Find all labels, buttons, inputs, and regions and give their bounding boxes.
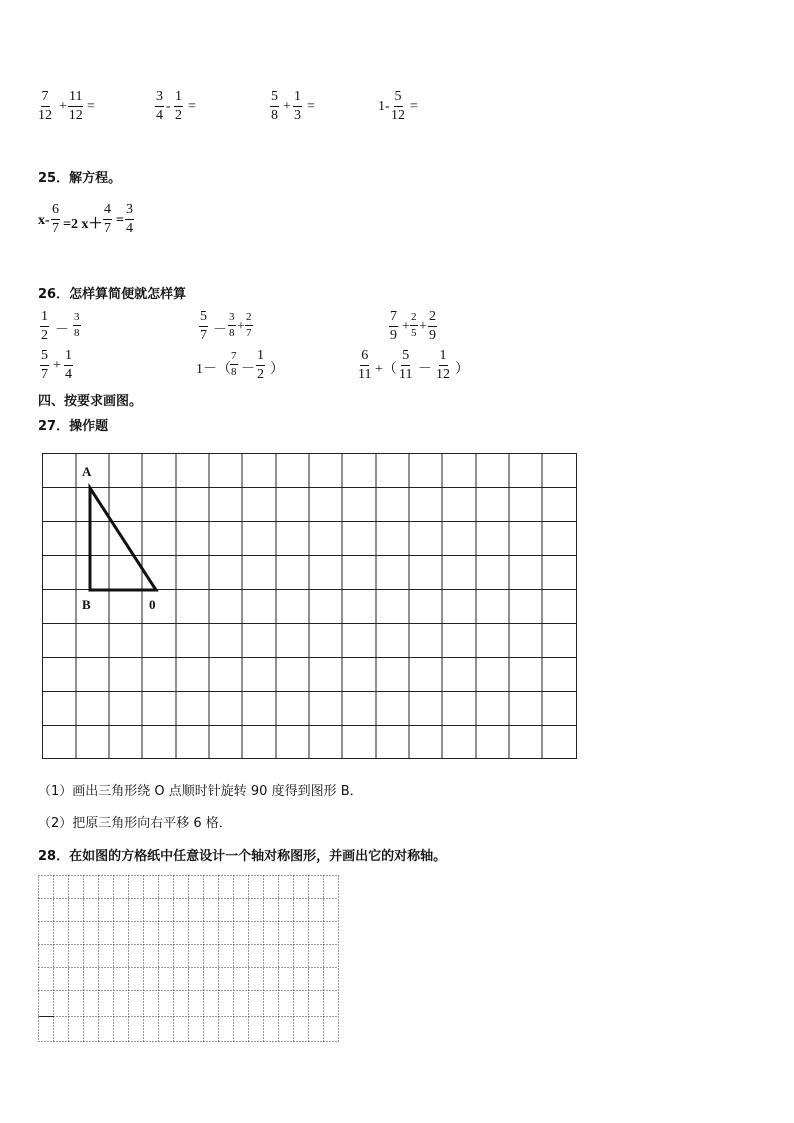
question-27-title: 27．操作题 <box>38 419 109 434</box>
fraction: $\frac{3}{8}$ <box>229 311 235 339</box>
fraction: $\frac{1}{4}$ <box>65 348 72 382</box>
fraction: $\frac{5}{7}$ <box>200 309 207 343</box>
task-1-text: （1）画出三角形绕 O 点顺时针旋转 90 度得到图形 B． <box>38 784 363 799</box>
fraction: $\frac{7}{8}$ <box>231 350 237 378</box>
fraction: $\frac{5}{11}$ <box>399 348 413 382</box>
fraction: $\frac{2}{5}$ <box>411 311 417 339</box>
question-25-title: 25．解方程。 <box>38 171 122 186</box>
fraction: $\frac{2}{9}$ <box>429 309 436 343</box>
point-label-o: 0 <box>149 597 156 612</box>
grid-lines <box>43 454 577 759</box>
fraction: $\frac{6}{11}$ <box>358 348 372 382</box>
fraction: $\frac{1}{2}$ <box>257 348 264 382</box>
fraction: $\frac{5}{7}$ <box>41 348 48 382</box>
grid-figure <box>40 450 580 762</box>
fraction: $\frac{4}{7}$ <box>104 202 111 236</box>
task-2-text: （2）把原三角形向右平移 6 格． <box>38 816 232 831</box>
question-28-title: 28．在如图的方格纸中任意设计一个轴对称图形，并画出它的对称轴。 <box>38 849 447 864</box>
fraction: $\frac{7}{12}$ <box>38 89 52 123</box>
fraction: $\frac{5}{12}$ <box>391 89 405 123</box>
fraction: $\frac{1}{2}$ <box>175 89 182 123</box>
fraction: $\frac{1}{12}$ <box>436 348 450 382</box>
point-label-b: B <box>82 597 91 612</box>
dotted-grid-lines <box>39 876 339 1042</box>
fraction: $\frac{1}{3}$ <box>294 89 301 123</box>
fraction: $\frac{3}{8}$ <box>74 311 80 339</box>
fraction: $\frac{6}{7}$ <box>52 202 59 236</box>
dotted-grid <box>37 874 341 1044</box>
section-4-title: 四、按要求画图。 <box>38 394 143 409</box>
fraction: $\frac{3}{4}$ <box>156 89 163 123</box>
point-label-a: A <box>82 464 92 479</box>
fraction: $\frac{11}{12}$ <box>68 89 83 123</box>
triangle-abo <box>90 488 156 590</box>
fraction: $\frac{2}{7}$ <box>246 311 252 339</box>
question-26-title: 26．怎样算简便就怎样算 <box>38 287 187 302</box>
fraction: $\frac{5}{8}$ <box>271 89 278 123</box>
fraction: $\frac{7}{9}$ <box>390 309 397 343</box>
fraction: $\frac{3}{4}$ <box>126 202 133 236</box>
fraction: $\frac{1}{2}$ <box>41 309 48 343</box>
